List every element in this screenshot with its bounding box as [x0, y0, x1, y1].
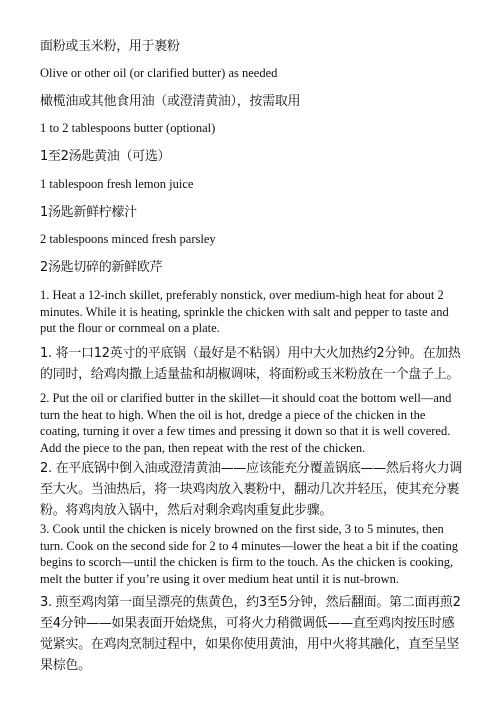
ingredient-lemon-en: 1 tablespoon fresh lemon juice — [40, 177, 194, 191]
step-1-zh: 1. 将一口12英寸的平底锅（最好是不粘锅）用中大火加热约2分钟。在加热的同时，给鸡肉撒上适量盐和胡椒调味，将面粉或玉米粉放在一个盘子上。 — [40, 346, 461, 382]
step-2-zh: 2. 在平底锅中倒入油或澄清黄油——应该能充分覆盖锅底——然后将火力调至大火。当油热后，将一块鸡肉放入裹粉中，翻动几次并轻压，使其充分裹粉。将鸡肉放入锅中，然后对剩余鸡肉重复此步骤。 — [40, 461, 463, 518]
ingredient-butter-en: 1 to 2 tablespoons butter (optional) — [40, 121, 216, 135]
ingredient-parsley-zh: 2汤匙切碎的新鲜欧芹 — [40, 260, 163, 275]
ingredient-parsley-en: 2 tablespoons minced fresh parsley — [40, 232, 216, 246]
ingredient-lemon-zh: 1汤匙新鲜柠檬汁 — [40, 205, 137, 220]
ingredient-flour-zh: 面粉或玉米粉，用于裹粉 — [40, 39, 180, 54]
step-3-en: 3. Cook until the chicken is nicely browned on the first side, 3 to 5 minutes, then turn. Cook on the second side for 2 to 4 minutes—lower the heat a bit if the coating begins to scorch—until the chicken is firm to the touch. As the chicken is cooking, melt the butter if you’re using it over medium heat until it is nut-brown. — [40, 522, 458, 586]
ingredient-oil-zh: 橄榄油或其他食用油（或澄清黄油），按需取用 — [40, 94, 301, 109]
step-2-en: 2. Put the oil or clarified butter in the skillet—it should coat the bottom well—and turn the heat to high. When the oil is hot, dredge a piece of the chicken in the coating, turning it over a few times and pressing it down so that it is well covered. Add the piece to the pan, then repeat with the rest of the chicken. — [40, 391, 452, 455]
ingredient-oil-en: Olive or other oil (or clarified butter) as needed — [40, 66, 278, 80]
step-3-zh: 3. 煎至鸡肉第一面呈漂亮的焦黄色，约3至5分钟，然后翻面。第二面再煎2至4分钟——如果表面开始烧焦，可将火力稍微调低——直至鸡肉按压时感觉紧实。在鸡肉烹制过程中，如果你使用黄油，用中火将其融化，直至呈坚果棕色。 — [40, 595, 461, 673]
step-1-en: 1. Heat a 12-inch skillet, preferably nonstick, over medium-high heat for about 2 minutes. While it is heating, sprinkle the chicken with salt and pepper to taste and put the flour or cornmeal on a plate. — [40, 288, 449, 336]
ingredient-butter-zh: 1至2汤匙黄油（可选） — [40, 149, 171, 164]
